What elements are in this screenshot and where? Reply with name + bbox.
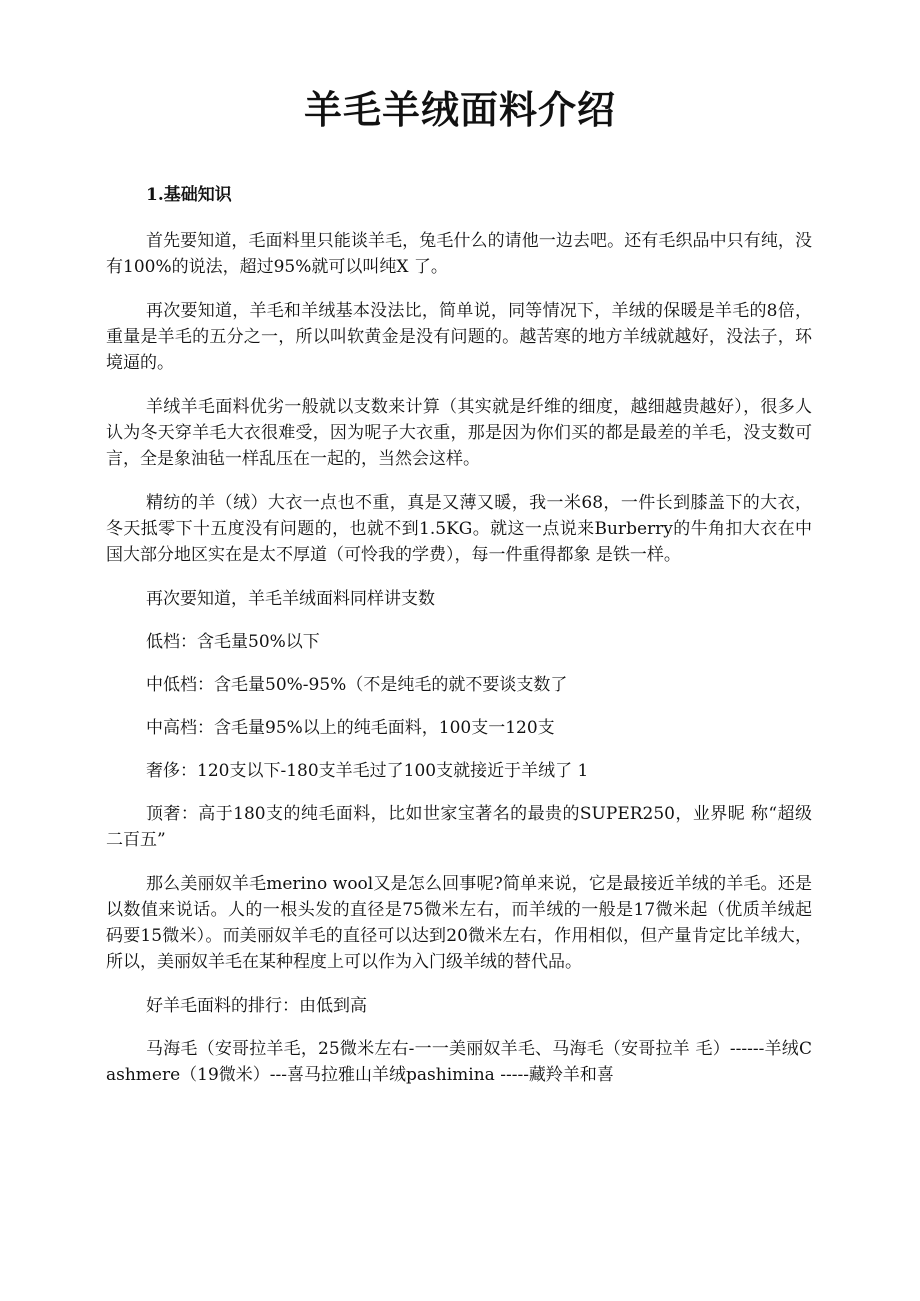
section-heading: 1.基础知识 (146, 185, 232, 205)
document-body (106, 228, 812, 1106)
ranking-paragraph: 马海毛（安哥拉羊毛，25微米左右-一一美丽奴羊毛、马海毛（安哥拉羊 毛）------羊绒Cashmere（19微米）---喜马拉雅山羊绒pashimina -----藏羚羊和喜 (106, 1039, 812, 1085)
grade-mid-low: 中低档：含毛量50%-95%（不是纯毛的就不要谈支数了 (146, 675, 568, 695)
grade-low: 低档：含毛量50%以下 (146, 632, 320, 652)
paragraph-2: 再次要知道，羊毛和羊绒基本没法比，简单说，同等情况下，羊绒的保暖是羊毛的8倍，重量是羊毛的五分之一，所以叫软黄金是没有问题的。越苦寒的地方羊绒就越好，没法子，环境逼的。 (106, 301, 812, 373)
document-title: 羊毛羊绒面料介绍 (303, 88, 616, 132)
paragraph-5: 再次要知道，羊毛羊绒面料同样讲支数 (146, 589, 435, 609)
paragraph-1: 首先要知道，毛面料里只能谈羊毛，兔毛什么的请他一边去吧。还有毛织品中只有纯，没有100%的说法，超过95%就可以叫纯X 了。 (106, 231, 812, 277)
grade-mid-high: 中高档：含毛量95%以上的纯毛面料，100支一120支 (146, 718, 555, 738)
paragraph-4: 精纺的羊（绒）大衣一点也不重，真是又薄又暖，我一米68，一件长到膝盖下的大衣，冬天抵零下十五度没有问题的，也就不到1.5KG。就这一点说来Burberry的牛角扣大衣在中国大部分地区实在是太不厚道（可怜我的学费），每一件重得都象 是铁一样。 (106, 493, 812, 565)
paragraph-merino: 那么美丽奴羊毛merino wool又是怎么回事呢?简单来说，它是最接近羊绒的羊毛。还是以数值来说话。人的一根头发的直径是75微米左右，而羊绒的一般是17微米起（优质羊绒起码要15微米）。而美丽奴羊毛的直径可以达到20微米左右，作用相似，但产量肯定比羊绒大，所以，美丽奴羊毛在某种程度上可以作为入门级羊绒的替代品。 (106, 874, 812, 972)
grade-top-luxury: 顶奢：高于180支的纯毛面料，比如世家宝著名的最贵的SUPER250，业界昵 称“超级二百五” (106, 804, 812, 850)
paragraph-3: 羊绒羊毛面料优劣一般就以支数来计算（其实就是纤维的细度，越细越贵越好），很多人认为冬天穿羊毛大衣很难受，因为呢子大衣重，那是因为你们买的都是最差的羊毛，没支数可言，全是象油毡一样乱压在一起的，当然会这样。 (106, 397, 812, 469)
ranking-heading: 好羊毛面料的排行：由低到高 (146, 996, 367, 1016)
grade-luxury: 奢侈：120支以下-180支羊毛过了100支就接近于羊绒了 1 (146, 761, 589, 781)
